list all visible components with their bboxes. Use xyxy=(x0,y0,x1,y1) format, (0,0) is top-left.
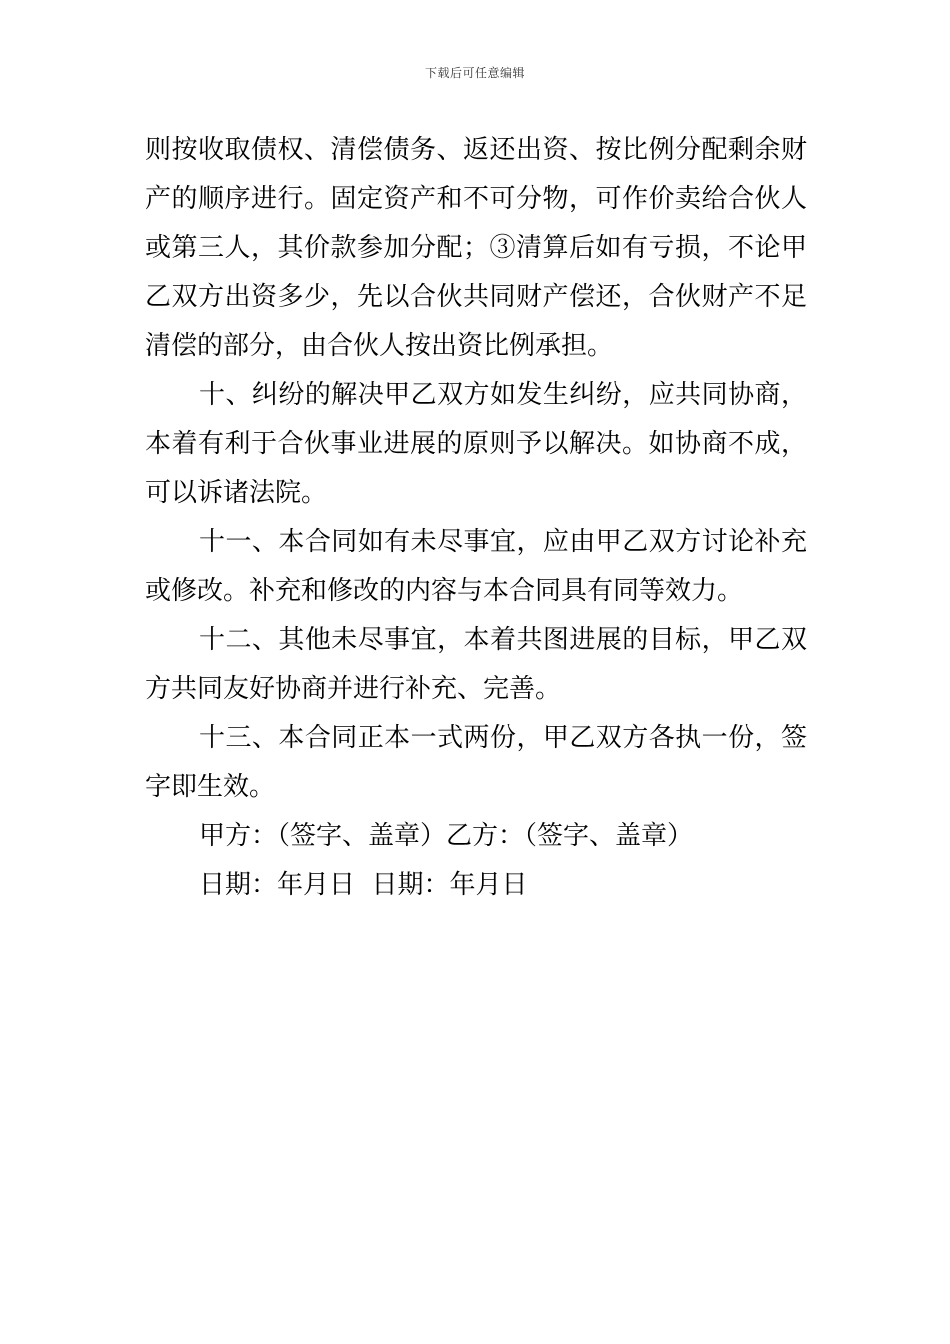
page-header-note: 下载后可任意编辑 xyxy=(424,66,525,80)
paragraph-liquidation-continued: 则按收取债权、清偿债务、返还出资、按比例分配剩余财产的顺序进行。固定资产和不可分物，可作价卖给合伙人或第三人，其价款参加分配；③清算后如有亏损，不论甲乙双方出资多少，先以合伙共同财产偿还，合伙财产不足清偿的部分，由合伙人按出资比例承担。 xyxy=(145,135,807,361)
signature-dates-line: 日期：年月日 日期：年月日 xyxy=(199,870,528,900)
paragraph-clause-10-dispute-resolution: 十、纠纷的解决甲乙双方如发生纠纷，应共同协商，本着有利于合伙事业进展的原则予以解决。如协商不成，可以诉诸法院。 xyxy=(145,380,807,508)
paragraph-clause-13-copies-effective: 十三、本合同正本一式两份，甲乙双方各执一份，签字即生效。 xyxy=(145,723,807,802)
signature-parties-line: 甲方：（签字、盖章）乙方：（签字、盖章） xyxy=(199,821,694,851)
paragraph-clause-11-supplements: 十一、本合同如有未尽事宜，应由甲乙双方讨论补充或修改。补充和修改的内容与本合同具有同等效力。 xyxy=(145,527,807,606)
document-body xyxy=(145,126,807,910)
paragraph-clause-12-other-matters: 十二、其他未尽事宜，本着共图进展的目标，甲乙双方共同友好协商并进行补充、完善。 xyxy=(145,625,807,704)
